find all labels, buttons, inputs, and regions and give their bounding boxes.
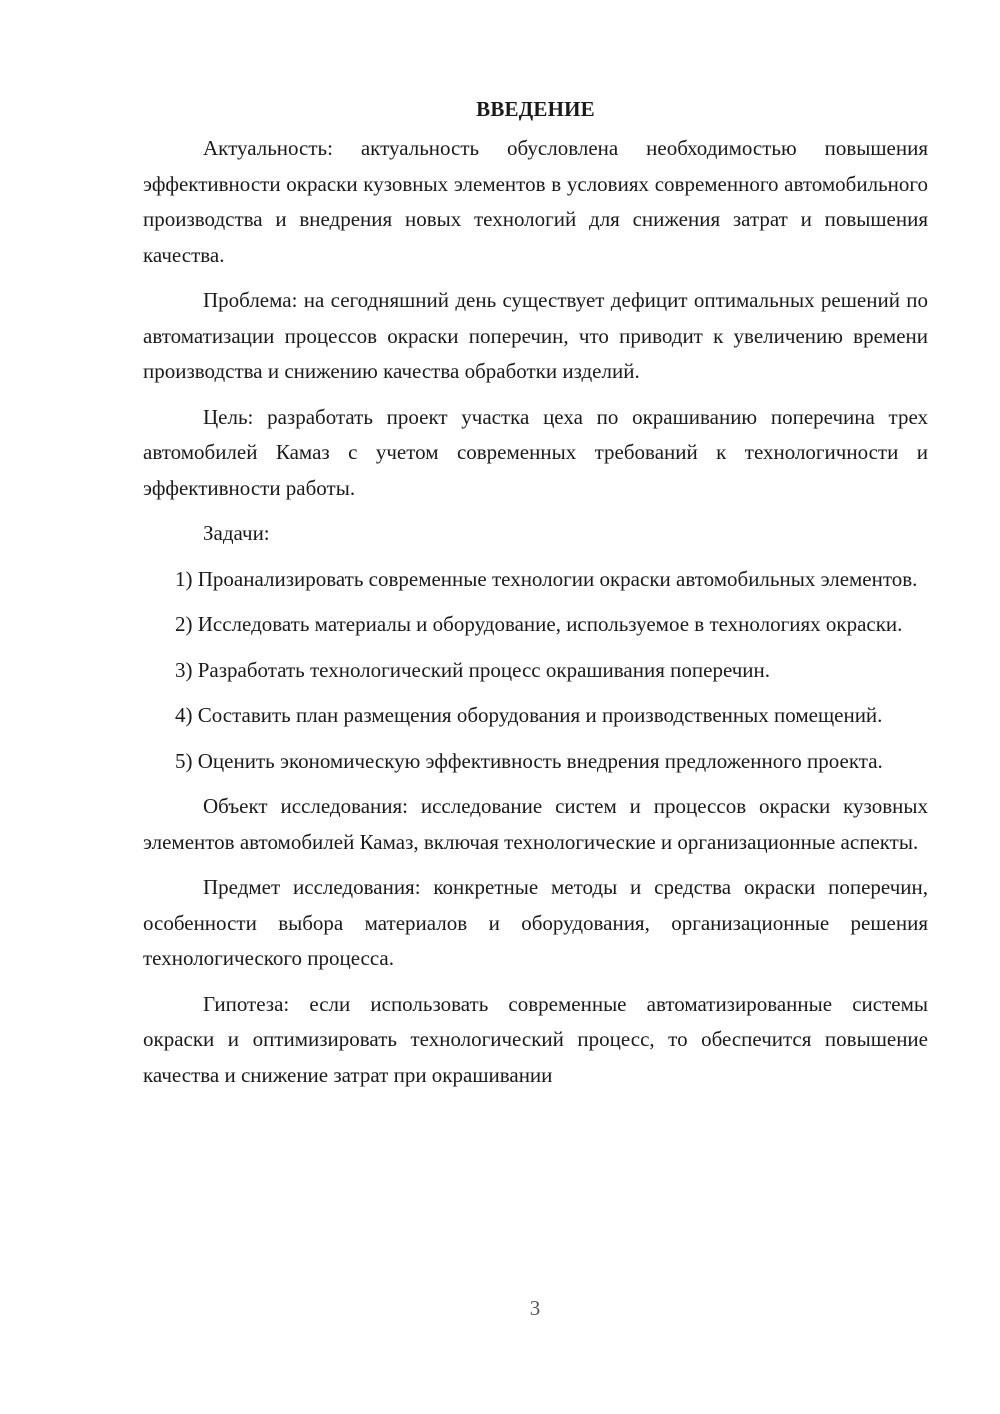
paragraph-subject: Предмет исследования: конкретные методы и средства окраски поперечин, особенности выбора материалов и оборудования, организационные решения технологического процесса. (143, 875, 928, 970)
page-number: 3 (529, 1296, 541, 1320)
page-title: ВВЕДЕНИЕ (476, 97, 595, 121)
paragraph-object: Объект исследования: исследование систем и процессов окраски кузовных элементов автомобилей Камаз, включая технологические и организационные аспекты. (143, 794, 928, 854)
paragraph-relevance: Актуальность: актуальность обусловлена необходимостью повышения эффективности окраски кузовных элементов в условиях современного автомобильного производства и внедрения новых технологий для снижения затрат и повышения качества. (143, 136, 928, 267)
task-item-3: 3) Разработать технологический процесс окрашивания поперечин. (175, 657, 771, 682)
paragraph-goal: Цель: разработать проект участка цеха по окрашиванию поперечина трех автомобилей Камаз с учетом современных требований к технологичности и эффективности работы. (143, 404, 928, 500)
task-item-1: 1) Проанализировать современные технологии окраски автомобильных элементов. (175, 566, 918, 591)
task-item-5: 5) Оценить экономическую эффективность внедрения предложенного проекта. (175, 748, 883, 773)
task-item-2: 2) Исследовать материалы и оборудование, используемое в технологиях окраски. (175, 612, 903, 636)
task-item-4: 4) Составить план размещения оборудования и производственных помещений. (175, 703, 883, 727)
document-page (143, 92, 928, 1103)
paragraph-tasks-heading: Задачи: (203, 521, 270, 545)
paragraph-hypothesis: Гипотеза: если использовать современные автоматизированные системы окраски и оптимизировать технологический процесс, то обеспечится повышение качества и снижение затрат при окрашивании (143, 991, 928, 1087)
paragraph-problem: Проблема: на сегодняшний день существует дефицит оптимальных решений по автоматизации процессов окраски поперечин, что приводит к увеличению времени производства и снижению качества обработки изделий. (143, 288, 928, 383)
